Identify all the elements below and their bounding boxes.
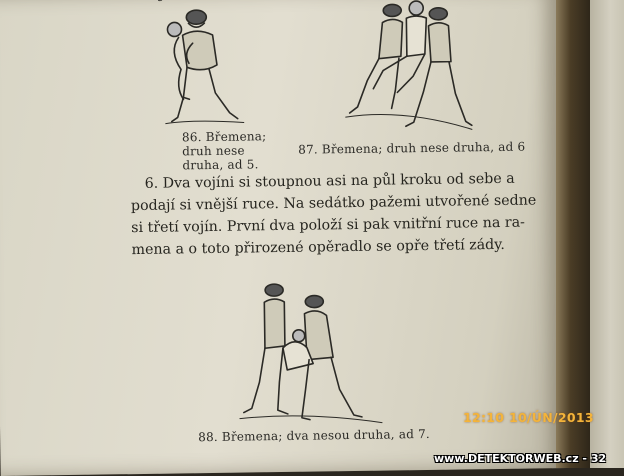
figure-86-illustration [152,2,254,128]
figure-88-illustration [234,277,386,429]
paragraph-line: si třetí vojín. První dva položí si pak vnitřní ruce na ra- [131,214,525,237]
figure-87-caption: 87. Břemena; druh nese druha, ad 6 [298,139,526,157]
paragraph-line: podají si vnější ruce. Na sedátko pažemi utvořené sedne [130,192,537,215]
instruction-paragraph [130,168,537,262]
paragraph-line: 6. Dva vojíni si stoupnou asi na půl kroku od sebe a [144,170,515,192]
figure-88-caption: 88. Břemena; dva nesou druha, ad 7. [198,426,430,445]
next-page-edge [590,0,624,468]
figure-86-caption: 86. Břemena; druh nese druha, ad 5. [181,129,267,173]
paragraph-line: mena a o toto přirozené opěradlo se opře třetí zády. [131,236,505,259]
camera-timestamp: 12:10 10/ÚN/2013 [463,410,594,425]
site-watermark: www.DETEKTORWEB.cz - 32 [434,452,607,465]
book-gutter [556,0,592,468]
figure-87-illustration [342,0,474,137]
top-word [142,0,193,2]
